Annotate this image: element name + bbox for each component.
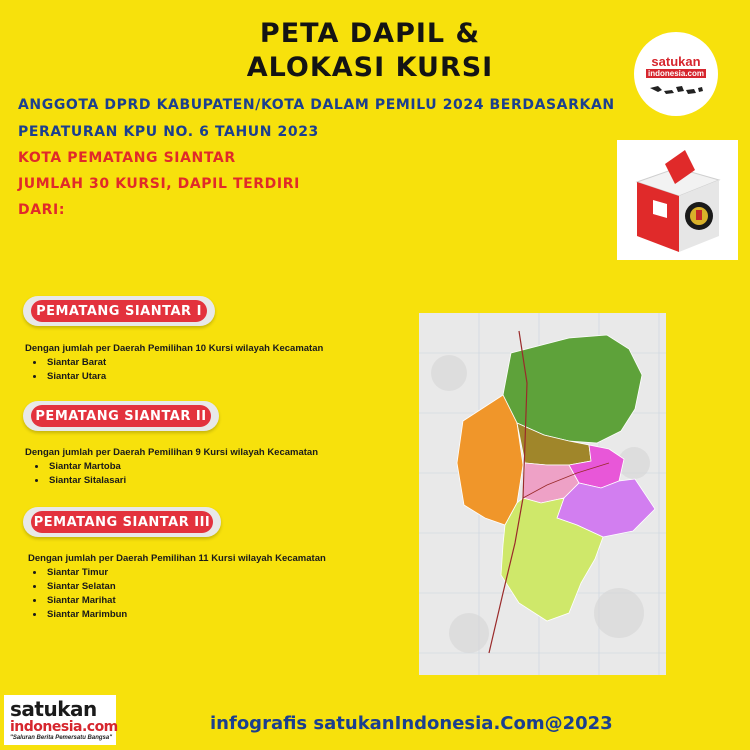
dapil-2-description: Dengan jumlah per Daerah Pemilihan 9 Kursi wilayah Kecamatan [25,447,319,458]
dapil-3-description: Dengan jumlah per Daerah Pemilihan 11 Kursi wilayah Kecamatan [28,553,326,564]
page-title-line1: PETA DAPIL & [259,18,481,49]
footer-logo-text-top: satukan [10,697,97,721]
list-item: • Siantar Utara [45,370,106,384]
list-item: • Siantar Sitalasari [47,474,126,488]
ballot-box-icon [617,140,738,260]
list-item: • Siantar Marihat [45,594,127,608]
seat-summary-line2: DARI: [18,202,66,218]
dapil-1-title: PEMATANG SIANTAR I [31,300,207,322]
archipelago-icon [648,82,704,98]
dapil-2-badge [23,401,219,431]
city-name: KOTA PEMATANG SIANTAR [18,150,236,166]
headline-line2: PERATURAN KPU NO. 6 TAHUN 2023 [18,124,319,140]
dapil-2-district-list [22,460,126,488]
headline-line1: ANGGOTA DPRD KABUPATEN/KOTA DALAM PEMILU 2024 BERDASARKAN [18,97,615,113]
dapil-3-badge [23,507,221,537]
satukan-logo [634,32,718,116]
logo-text-bottom: indonesia.com [647,69,704,78]
page-title-line2: ALOKASI KURSI [246,52,494,83]
dapil-3-title: PEMATANG SIANTAR III [31,511,213,533]
district-map [419,313,666,675]
seat-summary-line1: JUMLAH 30 KURSI, DAPIL TERDIRI [18,176,300,192]
list-item: • Siantar Marimbun [45,608,127,622]
dapil-1-description: Dengan jumlah per Daerah Pemilihan 10 Kursi wilayah Kecamatan [25,343,324,354]
list-item: • Siantar Timur [45,566,127,580]
list-item: • Siantar Selatan [45,580,127,594]
list-item: • Siantar Barat [45,356,106,370]
ballot-box-card [617,140,738,260]
dapil-2-title: PEMATANG SIANTAR II [31,405,211,427]
dapil-1-district-list [20,356,106,384]
satukan-logo-footer [4,695,116,745]
dapil-3-district-list [20,566,127,622]
logo-text-top: satukan [651,54,701,69]
list-item: • Siantar Martoba [47,460,126,474]
district-map-graphic [419,313,666,675]
footer-logo-tagline: "Saluran Berita Pemersatu Bangsa" [10,735,113,741]
footer-logo-text-bottom: indonesia.com [10,719,118,735]
footer-credit: infografis satukanIndonesia.Com@2023 [210,713,613,734]
dapil-1-badge [23,296,215,326]
